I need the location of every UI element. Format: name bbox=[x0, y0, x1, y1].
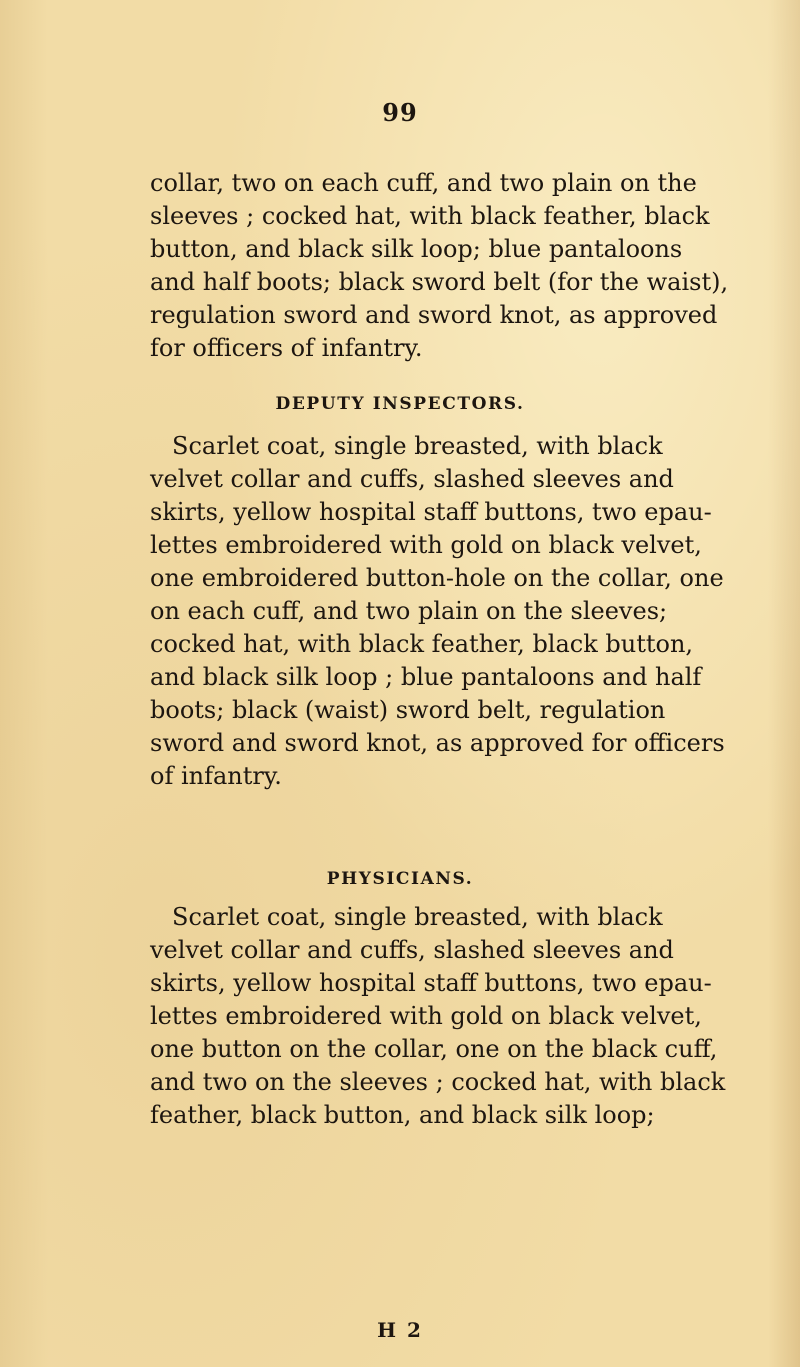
paragraph-continuation bbox=[150, 167, 729, 365]
text-line: boots; black (waist) sword belt, regulation bbox=[150, 696, 666, 724]
text-line: regulation sword and sword knot, as approved bbox=[150, 301, 718, 329]
signature-mark: H 2 bbox=[377, 1318, 423, 1342]
section-heading-deputy-inspectors: DEPUTY INSPECTORS. bbox=[275, 394, 525, 414]
text-line: of infantry. bbox=[150, 762, 282, 790]
text-line: sword and sword knot, as approved for officers bbox=[150, 729, 725, 757]
text-line: Scarlet coat, single breasted, with black bbox=[172, 432, 663, 460]
text-line: one button on the collar, one on the black cuff, bbox=[150, 1035, 718, 1063]
text-line: one embroidered button-hole on the collar, one bbox=[150, 564, 724, 592]
text-line: Scarlet coat, single breasted, with black bbox=[172, 903, 663, 931]
text-line: sleeves ; cocked hat, with black feather, black bbox=[150, 202, 710, 230]
text-line: for officers of infantry. bbox=[150, 334, 423, 362]
text-line: velvet collar and cuffs, slashed sleeves and bbox=[150, 936, 674, 964]
section-heading-physicians: PHYSICIANS. bbox=[326, 869, 474, 889]
text-line: velvet collar and cuffs, slashed sleeves and bbox=[150, 465, 674, 493]
text-line: skirts, yellow hospital staff buttons, two epau- bbox=[150, 498, 712, 526]
text-line: on each cuff, and two plain on the sleeves; bbox=[150, 597, 668, 625]
text-line: button, and black silk loop; blue pantaloons bbox=[150, 235, 683, 263]
text-line: and two on the sleeves ; cocked hat, with black bbox=[150, 1068, 726, 1096]
text-line: and black silk loop ; blue pantaloons and half bbox=[150, 663, 702, 691]
paragraph-physicians bbox=[150, 901, 726, 1132]
text-line: lettes embroidered with gold on black velvet, bbox=[150, 1002, 702, 1030]
text-line: feather, black button, and black silk loop; bbox=[150, 1101, 655, 1129]
text-line: and half boots; black sword belt (for the waist), bbox=[150, 268, 729, 296]
text-line: skirts, yellow hospital staff buttons, two epau- bbox=[150, 969, 712, 997]
page-number: 99 bbox=[382, 98, 418, 127]
text-line: lettes embroidered with gold on black velvet, bbox=[150, 531, 702, 559]
text-line: cocked hat, with black feather, black button, bbox=[150, 630, 694, 658]
text-line: collar, two on each cuff, and two plain on the bbox=[150, 169, 697, 197]
paragraph-deputy-inspectors bbox=[150, 430, 725, 793]
